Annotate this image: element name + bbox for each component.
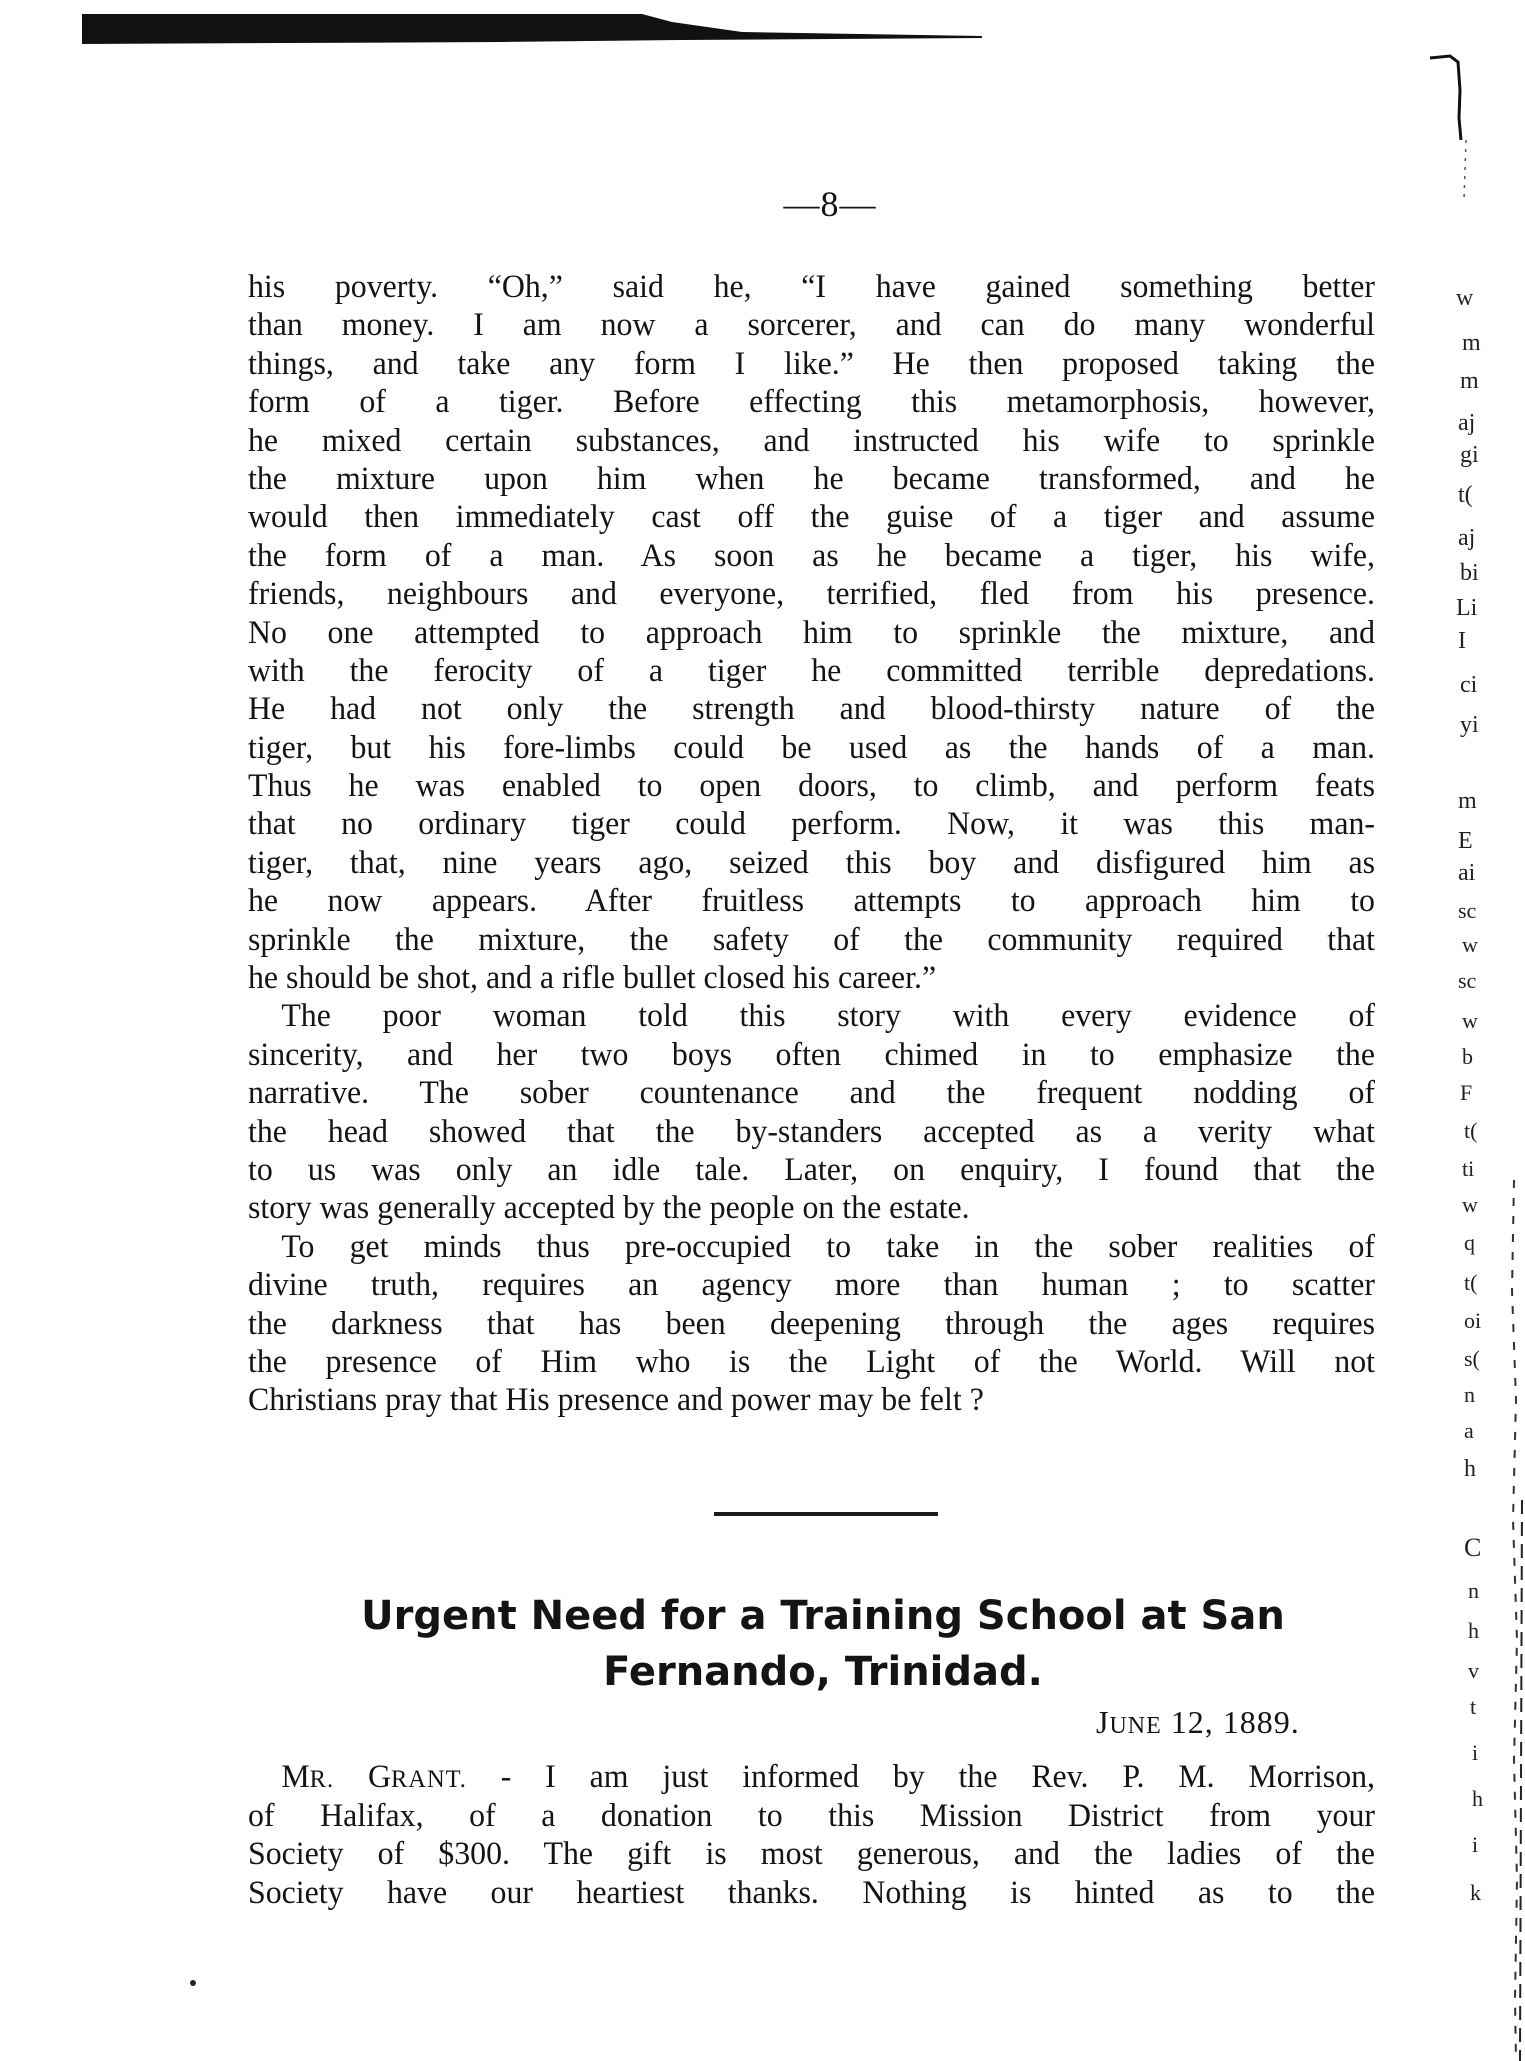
adjacent-page-edge (1418, 0, 1525, 2061)
text-line: sincerity, and her two boys often chimed in to emphasize the (248, 1036, 1375, 1073)
margin-fragment: h (1472, 1786, 1483, 1811)
heading-line: Urgent Need for a Training School at San (361, 1593, 1285, 1639)
margin-fragment: t( (1458, 482, 1473, 508)
text-line: he mixed certain substances, and instructed his wife to sprinkle (248, 422, 1375, 459)
margin-fragment: n (1464, 1382, 1475, 1407)
margin-fragment: aj (1458, 525, 1476, 551)
margin-fragment: w (1462, 1008, 1478, 1033)
margin-fragment: q (1464, 1230, 1475, 1255)
text-line: to us was only an idle tale. Later, on enquiry, I found that the (248, 1151, 1375, 1188)
text-line: the presence of Him who is the Light of the World. Will not (248, 1343, 1375, 1380)
date-month-initial: J (1096, 1704, 1110, 1740)
text-line: would then immediately cast off the guise of a tiger and assume (248, 499, 1375, 536)
page-number: —8— (783, 184, 877, 224)
text-line: with the ferocity of a tiger he committed terrible depredations. (248, 652, 1375, 689)
margin-fragment: a (1464, 1418, 1474, 1443)
date-month-rest: UNE (1109, 1713, 1162, 1739)
margin-fragment: h (1464, 1456, 1476, 1482)
margin-fragment: bi (1460, 560, 1479, 586)
scan-edge-bar (82, 14, 982, 44)
margin-fragment: I (1458, 628, 1466, 654)
heading-line: Fernando, Trinidad. (603, 1649, 1043, 1695)
margin-fragment: ti (1462, 1156, 1475, 1181)
text-line: of Halifax, of a donation to this Mission District from your (248, 1797, 1375, 1834)
margin-fragment: gi (1460, 442, 1479, 468)
text-line: sprinkle the mixture, the safety of the community required that (248, 921, 1375, 958)
text-line: narrative. The sober countenance and the frequent nodding of (248, 1075, 1375, 1112)
text-line: story was generally accepted by the people on the estate. (248, 1190, 970, 1227)
text-line: The poor woman told this story with every evidence of (281, 998, 1375, 1035)
text-line: the form of a man. As soon as he became a tiger, his wife, (248, 537, 1375, 574)
text-line: friends, neighbours and everyone, terrified, fled from his presence. (248, 576, 1375, 613)
text-line: form of a tiger. Before effecting this metamorphosis, however, (248, 384, 1375, 421)
margin-fragment: sc (1458, 968, 1477, 993)
margin-fragment: h (1468, 1618, 1479, 1643)
margin-fragment: ci (1460, 672, 1478, 698)
text-line: Society of $300. The gift is most generous, and the ladies of the (248, 1836, 1375, 1873)
text-line (248, 1758, 1375, 1797)
margin-fragment: sc (1458, 898, 1477, 923)
section-divider (714, 1512, 938, 1516)
margin-fragment: w (1462, 1192, 1478, 1217)
first-line-rest: - I am just informed by the Rev. P. M. Morrison, (500, 1759, 1376, 1795)
salutation-rest: R. (309, 1766, 335, 1793)
margin-fragment: k (1470, 1880, 1481, 1905)
margin-fragment: n (1468, 1578, 1479, 1603)
text-line: Thus he was enabled to open doors, to climb, and perform feats (248, 768, 1375, 805)
margin-fragment: i (1472, 1740, 1479, 1765)
text-line: his poverty. “Oh,” said he, “I have gained something better (248, 269, 1375, 305)
margin-fragment: E (1458, 828, 1473, 854)
text-line: divine truth, requires an agency more than human ; to scatter (248, 1267, 1375, 1304)
margin-fragment: Li (1456, 595, 1478, 621)
text-line: things, and take any form I like.” He then proposed taking the (248, 345, 1375, 382)
margin-fragment: m (1462, 330, 1481, 356)
margin-fragment: C (1464, 1533, 1482, 1562)
body-text (248, 268, 1375, 1420)
margin-fragment: t( (1464, 1118, 1478, 1143)
margin-fragment: i (1472, 1832, 1479, 1857)
margin-fragment: s( (1464, 1346, 1480, 1371)
text-line: the darkness that has been deepening through the ages requires (248, 1305, 1375, 1342)
margin-fragment: w (1456, 285, 1474, 311)
margin-fragment: v (1468, 1658, 1479, 1683)
margin-fragment: b (1462, 1044, 1473, 1069)
text-line: he should be shot, and a rifle bullet closed his career.” (248, 960, 937, 997)
margin-fragment: aj (1458, 410, 1476, 436)
margin-fragment: t (1470, 1694, 1477, 1719)
text-line: the head showed that the by-standers accepted as a verity what (248, 1113, 1375, 1150)
section-heading (248, 1588, 1398, 1700)
text-line: He had not only the strength and blood-thirsty nature of the (248, 691, 1375, 728)
text-line: Society have our heartiest thanks. Nothing is hinted as to the (248, 1874, 1375, 1911)
name-rest: RANT. (390, 1766, 467, 1793)
letter-text (248, 1758, 1375, 1912)
text-line: that no ordinary tiger could perform. Now, it was this man- (248, 806, 1375, 843)
salutation-initial: M (281, 1759, 310, 1795)
text-line: than money. I am now a sorcerer, and can do many wonderful (248, 307, 1375, 344)
date-rest: 12, 1889. (1170, 1704, 1300, 1740)
margin-fragment: t( (1464, 1270, 1478, 1295)
text-line: tiger, that, nine years ago, seized this boy and disfigured him as (248, 844, 1375, 881)
margin-fragment: m (1460, 368, 1479, 394)
margin-fragment: m (1458, 788, 1477, 814)
text-line: No one attempted to approach him to sprinkle the mixture, and (248, 614, 1375, 651)
text-line: the mixture upon him when he became transformed, and he (248, 460, 1375, 497)
letter-date (1096, 1704, 1300, 1741)
margin-fragment: yi (1460, 712, 1479, 738)
ink-speck (190, 1980, 196, 1986)
margin-fragment: F (1460, 1080, 1473, 1105)
text-line: Christians pray that His presence and power may be felt ? (248, 1382, 984, 1419)
margin-fragment: w (1462, 932, 1478, 957)
text-line: To get minds thus pre-occupied to take in the sober realities of (281, 1228, 1375, 1265)
text-line: he now appears. After fruitless attempts to approach him to (248, 883, 1375, 920)
name-initial: G (367, 1759, 391, 1795)
margin-fragment: ai (1458, 860, 1476, 886)
text-line: tiger, but his fore-limbs could be used as the hands of a man. (248, 729, 1375, 766)
margin-fragment: oi (1464, 1308, 1482, 1333)
